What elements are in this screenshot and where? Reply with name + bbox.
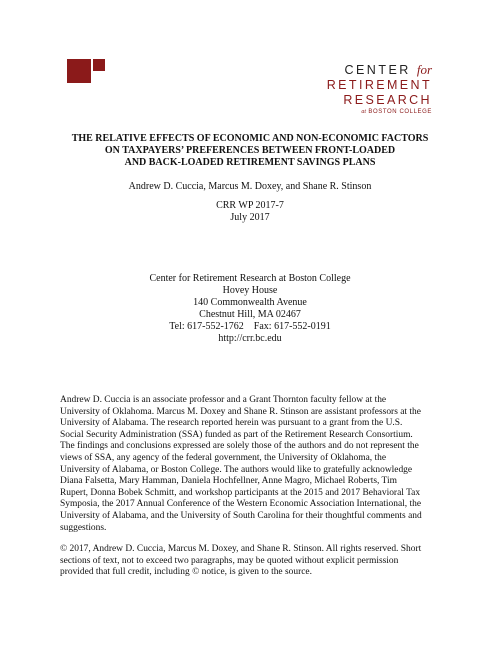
logo-square-small [93, 59, 105, 71]
title-line: THE RELATIVE EFFECTS OF ECONOMIC AND NON-ECONOMIC FACTORS [71, 133, 429, 144]
address-line: Center for Retirement Research at Boston College [149, 273, 351, 284]
bio-line: University of Oklahoma. Marcus M. Doxey and Shane R. Stinson are assistant professors at the [60, 406, 421, 417]
bio-line: suggestions. [60, 522, 107, 533]
phone-fax-line: Tel: 617-552-1762 Fax: 617-552-0191 [169, 321, 331, 332]
bio-line: Rupert, Donna Bobek Schmitt, and workshop participants at the 2015 and 2017 Behavioral Tax [60, 487, 421, 498]
crr-logo [327, 62, 432, 117]
bio-line: views of SSA, any agency of the federal government, the University of Oklahoma, the [60, 452, 387, 463]
address-line: Chestnut Hill, MA 02467 [199, 309, 301, 320]
paper-title [40, 133, 460, 169]
logo-retirement: RETIREMENT [326, 78, 432, 92]
bio-line: University of Alabama. The research reported herein was pursuant to a grant from the U.S. [60, 418, 403, 429]
website-link[interactable]: http://crr.bc.edu [218, 333, 282, 344]
copyright-paragraph [60, 544, 442, 579]
bio-line: University of Alabama, or Boston College. The authors would like to gratefully acknowledge [60, 464, 413, 475]
bio-line: Social Security Administration (SSA) funded as part of the Retirement Research Consortium. [60, 429, 413, 440]
bio-line: Diana Falsetta, Mary Hamman, Daniela Hochfellner, Anne Magro, Michael Roberts, Tim [60, 476, 397, 487]
copyright-line: provided that full credit, including © notice, is given to the source. [60, 567, 312, 578]
working-paper-info [0, 200, 500, 224]
address-block [0, 273, 500, 345]
title-line: AND BACK-LOADED RETIREMENT SAVINGS PLANS [124, 157, 376, 168]
address-line: Hovey House [222, 285, 278, 296]
address-line: 140 Commonwealth Avenue [193, 297, 307, 308]
logo-for: for [416, 62, 432, 77]
author-list: Andrew D. Cuccia, Marcus M. Doxey, and Shane R. Stinson [128, 181, 372, 192]
title-line: ON TAXPAYERS’ PREFERENCES BETWEEN FRONT-LOADED [104, 145, 396, 156]
logo-at: at [361, 109, 367, 115]
bio-line: Andrew D. Cuccia is an associate professor and a Grant Thornton faculty fellow at the [60, 395, 387, 405]
copyright-line: © 2017, Andrew D. Cuccia, Marcus M. Doxey, and Shane R. Stinson. All rights reserved. Short [60, 544, 422, 554]
logo-square-large [67, 59, 91, 83]
author-bio-paragraph [60, 395, 442, 534]
bio-line: Symposia, the 2017 Annual Conference of the Western Economic Association International, the [60, 499, 422, 510]
logo-center: CENTER [344, 63, 411, 77]
working-paper-date: July 2017 [230, 212, 270, 223]
logo-research: RESEARCH [343, 93, 432, 107]
bio-line: University of Alabama, and the University of South Carolina for their thoughtful comments and [60, 510, 422, 521]
working-paper-number: CRR WP 2017-7 [216, 200, 284, 211]
logo-boston-college: BOSTON COLLEGE [368, 109, 432, 115]
bio-line: The findings and conclusions expressed are solely those of the authors and do not represent the [60, 441, 419, 452]
copyright-line: sections of text, not to exceed two paragraphs, may be quoted without explicit permission [60, 555, 399, 566]
